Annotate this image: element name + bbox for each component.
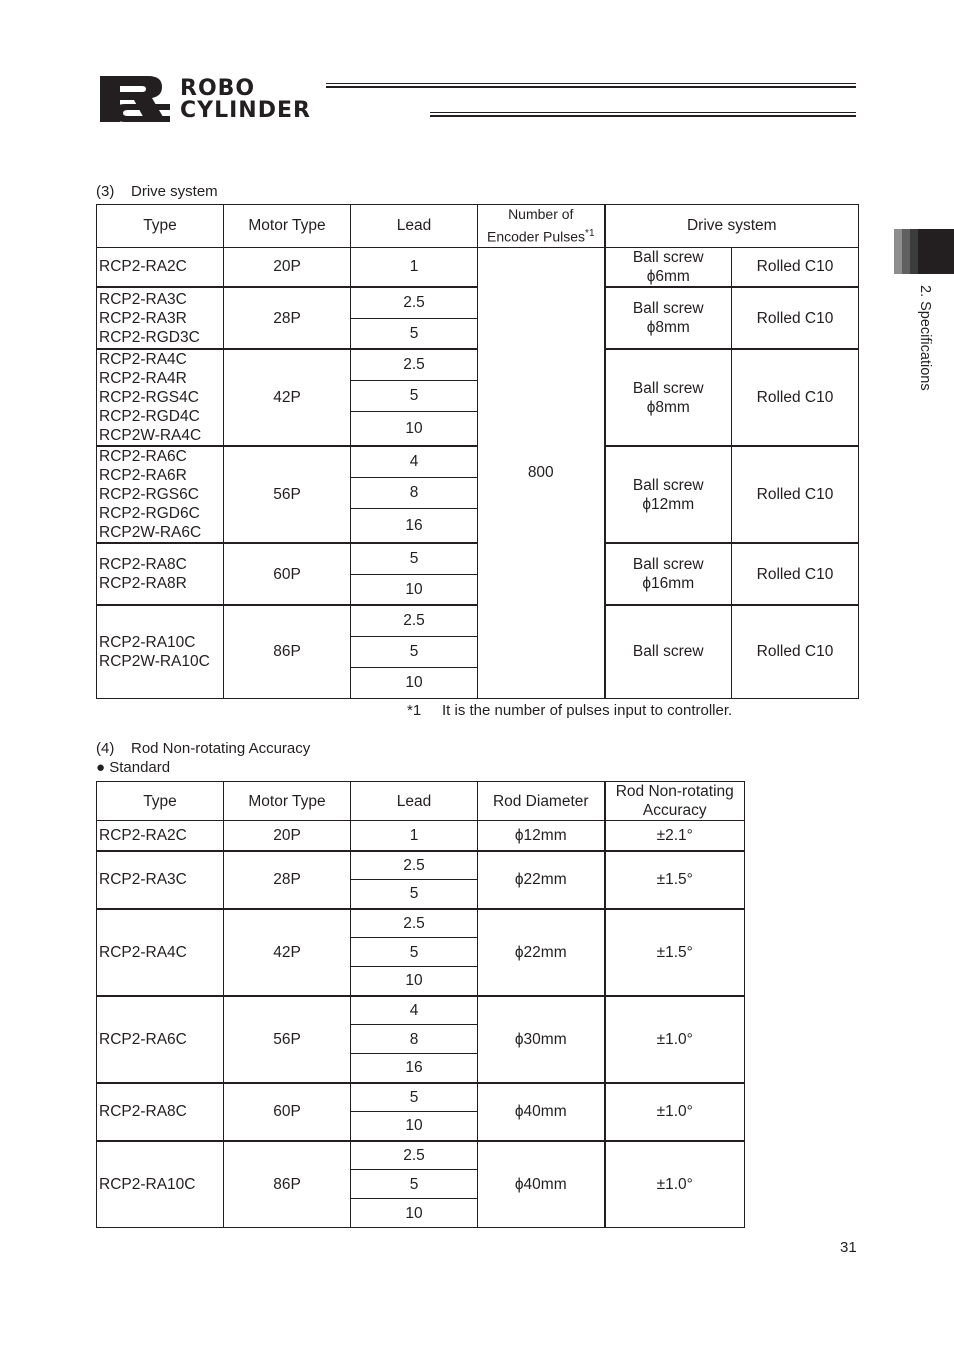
- type-name: RCP2-RA6R: [99, 467, 187, 485]
- type-cell: RCP2-RA10C: [97, 1141, 224, 1228]
- type-cell: [97, 543, 224, 605]
- screw-type: Ball screw: [632, 248, 704, 266]
- lead-cell: 2.5: [351, 349, 478, 380]
- motor-type-cell: 86P: [224, 605, 351, 698]
- motor-type-cell: 28P: [224, 851, 351, 909]
- rod-accuracy-table: [96, 781, 745, 1228]
- header-encoder-line2: Encoder Pulses: [486, 228, 586, 245]
- screw-cell: [605, 247, 732, 287]
- motor-type-cell: 56P: [224, 996, 351, 1083]
- lead-cell: 10: [351, 967, 478, 996]
- rolled-cell: Rolled C10: [732, 349, 859, 446]
- screw-diameter: ϕ8mm: [646, 319, 690, 337]
- screw-type: Ball screw: [632, 556, 704, 574]
- lead-cell: 8: [351, 477, 478, 508]
- lead-cell: 5: [351, 1083, 478, 1112]
- type-name: RCP2-RA3R: [99, 309, 187, 327]
- footnote-marker: *1: [585, 228, 595, 239]
- rod-diameter-cell: ϕ30mm: [478, 996, 605, 1083]
- screw-type: Ball screw: [632, 379, 704, 397]
- header-lead: Lead: [351, 205, 478, 248]
- accuracy-cell: ±2.1°: [605, 821, 745, 851]
- screw-cell: [605, 287, 732, 349]
- lead-cell: 10: [351, 574, 478, 605]
- lead-cell: 2.5: [351, 605, 478, 636]
- lead-cell: 5: [351, 318, 478, 349]
- lead-cell: 2.5: [351, 1141, 478, 1170]
- rolled-cell: Rolled C10: [732, 605, 859, 698]
- rod-accuracy-title: (4) Rod Non-rotating Accuracy: [96, 740, 311, 757]
- type-cell: RCP2-RA4C: [97, 909, 224, 996]
- lead-cell: 2.5: [351, 909, 478, 938]
- type-name: RCP2-RA10C: [99, 633, 196, 651]
- type-name: RCP2-RA4C: [99, 351, 187, 369]
- screw-cell: Ball screw: [605, 605, 732, 698]
- type-name: RCP2-RA8R: [99, 575, 187, 593]
- header-lead: Lead: [351, 782, 478, 821]
- header-encoder-line1: Number of: [508, 206, 574, 222]
- type-name: RCP2-RGD6C: [99, 505, 200, 523]
- type-cell: [97, 287, 224, 349]
- type-name: RCP2W-RA4C: [99, 427, 202, 445]
- page-number: 31: [840, 1239, 857, 1256]
- lead-cell: 10: [351, 667, 478, 698]
- lead-cell: 5: [351, 1170, 478, 1199]
- screw-diameter: ϕ6mm: [646, 267, 690, 285]
- type-cell: [97, 446, 224, 543]
- lead-cell: 4: [351, 446, 478, 477]
- rolled-cell: Rolled C10: [732, 287, 859, 349]
- encoder-pulses-cell: 800: [478, 247, 605, 698]
- header-accuracy-line2: Accuracy: [642, 802, 707, 819]
- type-cell: [97, 349, 224, 446]
- type-name: RCP2-RGD4C: [99, 408, 200, 426]
- accuracy-cell: ±1.5°: [605, 909, 745, 996]
- header-type: Type: [97, 782, 224, 821]
- rod-diameter-cell: ϕ12mm: [478, 821, 605, 851]
- header-accuracy: [605, 782, 745, 821]
- header-accuracy-line1: Rod Non-rotating: [615, 783, 734, 800]
- type-name: RCP2W-RA6C: [99, 524, 202, 542]
- rc-logo-icon: [96, 74, 174, 124]
- type-name: RCP2-RGD3C: [99, 328, 200, 346]
- motor-type-cell: 20P: [224, 247, 351, 287]
- lead-cell: 2.5: [351, 851, 478, 880]
- screw-type: Ball screw: [632, 300, 704, 318]
- rolled-cell: Rolled C10: [732, 543, 859, 605]
- lead-cell: 5: [351, 543, 478, 574]
- screw-diameter: ϕ8mm: [646, 398, 690, 416]
- header-motor-type: Motor Type: [224, 782, 351, 821]
- motor-type-cell: 42P: [224, 909, 351, 996]
- lead-cell: 16: [351, 508, 478, 543]
- type-name: RCP2-RGS4C: [99, 389, 199, 407]
- lead-cell: 2.5: [351, 287, 478, 318]
- type-cell: RCP2-RA8C: [97, 1083, 224, 1141]
- accuracy-cell: ±1.0°: [605, 1141, 745, 1228]
- header-rod-diameter: Rod Diameter: [478, 782, 605, 821]
- type-cell: RCP2-RA3C: [97, 851, 224, 909]
- motor-type-cell: 60P: [224, 1083, 351, 1141]
- drive-system-table: [96, 204, 859, 699]
- motor-type-cell: 28P: [224, 287, 351, 349]
- header-type: Type: [97, 205, 224, 248]
- screw-type: Ball screw: [632, 476, 704, 494]
- logo-rule-bottom-2: [430, 115, 856, 117]
- rod-accuracy-subtitle: ● Standard: [96, 759, 171, 776]
- footnote: *1 It is the number of pulses input to controller.: [407, 702, 733, 719]
- type-cell: [97, 605, 224, 698]
- rod-diameter-cell: ϕ22mm: [478, 851, 605, 909]
- screw-cell: [605, 446, 732, 543]
- lead-cell: 5: [351, 636, 478, 667]
- lead-cell: 10: [351, 1112, 478, 1141]
- type-cell: RCP2-RA6C: [97, 996, 224, 1083]
- rod-diameter-cell: ϕ40mm: [478, 1083, 605, 1141]
- type-cell: RCP2-RA2C: [97, 247, 224, 287]
- motor-type-cell: 20P: [224, 821, 351, 851]
- rod-diameter-cell: ϕ40mm: [478, 1141, 605, 1228]
- screw-cell: [605, 543, 732, 605]
- table-row: [97, 1083, 745, 1112]
- table-row: [97, 1141, 745, 1170]
- lead-cell: 1: [351, 247, 478, 287]
- drive-system-title: (3) Drive system: [96, 183, 218, 200]
- table-row: [97, 851, 745, 880]
- type-name: RCP2-RA8C: [99, 556, 187, 574]
- logo-rule-top-2: [326, 86, 856, 88]
- lead-cell: 8: [351, 1025, 478, 1054]
- motor-type-cell: 86P: [224, 1141, 351, 1228]
- robo-cylinder-logo: [96, 74, 856, 126]
- screw-cell: [605, 349, 732, 446]
- screw-diameter: ϕ16mm: [642, 575, 695, 593]
- rolled-cell: Rolled C10: [732, 247, 859, 287]
- lead-cell: 16: [351, 1054, 478, 1083]
- type-name: RCP2-RA6C: [99, 448, 187, 466]
- logo-line-cylinder: CYLINDER: [180, 98, 311, 123]
- table-row: [97, 909, 745, 938]
- table-row: [97, 821, 745, 851]
- lead-cell: 5: [351, 880, 478, 909]
- chapter-tab: [894, 229, 954, 274]
- accuracy-cell: ±1.0°: [605, 1083, 745, 1141]
- table-row: [97, 996, 745, 1025]
- screw-diameter: ϕ12mm: [642, 495, 695, 513]
- type-name: RCP2-RA4R: [99, 370, 187, 388]
- logo-rule-bottom-1: [430, 112, 856, 113]
- type-name: RCP2-RA3C: [99, 290, 187, 308]
- lead-cell: 10: [351, 411, 478, 446]
- rolled-cell: Rolled C10: [732, 446, 859, 543]
- type-name: RCP2-RGS6C: [99, 486, 199, 504]
- lead-cell: 5: [351, 938, 478, 967]
- lead-cell: 1: [351, 821, 478, 851]
- lead-cell: 4: [351, 996, 478, 1025]
- motor-type-cell: 60P: [224, 543, 351, 605]
- accuracy-cell: ±1.5°: [605, 851, 745, 909]
- table-row: [97, 247, 859, 287]
- lead-cell: 10: [351, 1199, 478, 1228]
- type-name: RCP2W-RA10C: [99, 652, 210, 670]
- accuracy-cell: ±1.0°: [605, 996, 745, 1083]
- logo-line-robo: ROBO: [180, 76, 256, 101]
- header-encoder-pulses: [478, 205, 605, 248]
- header-motor-type: Motor Type: [224, 205, 351, 248]
- rod-diameter-cell: ϕ22mm: [478, 909, 605, 996]
- motor-type-cell: 56P: [224, 446, 351, 543]
- lead-cell: 5: [351, 380, 478, 411]
- header-drive-system: Drive system: [605, 205, 859, 248]
- type-cell: RCP2-RA2C: [97, 821, 224, 851]
- logo-rule-top-1: [326, 83, 856, 84]
- motor-type-cell: 42P: [224, 349, 351, 446]
- chapter-label: 2. Specifications: [917, 285, 933, 391]
